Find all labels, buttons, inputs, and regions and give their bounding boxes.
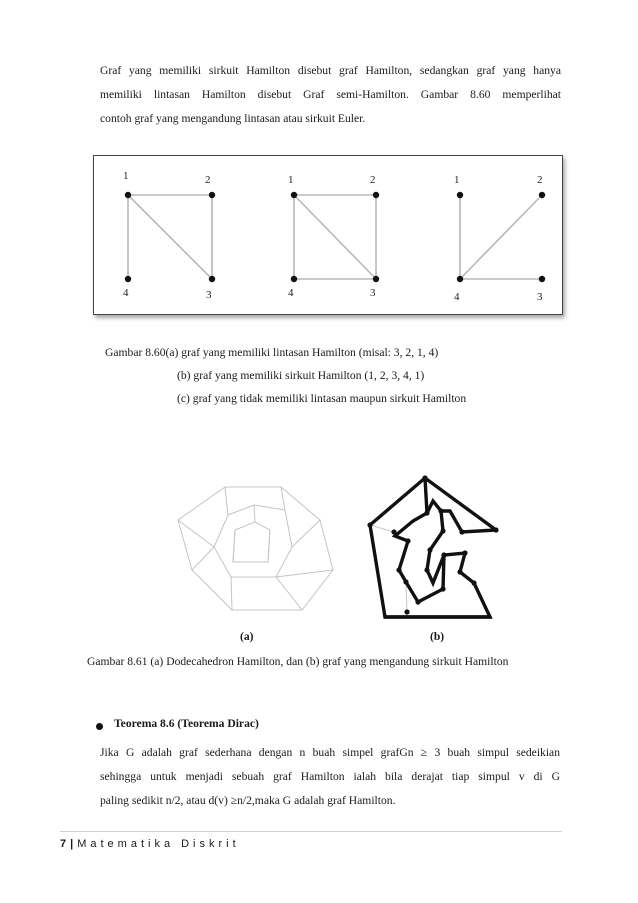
graph-a-label-4: 4 <box>123 287 129 299</box>
graph-b-node-1 <box>291 192 297 198</box>
hamilton-circuit-path-2 <box>441 511 496 532</box>
graph-a-edge-1-3 <box>128 195 212 279</box>
bullet-icon <box>96 723 103 730</box>
theorem-line-1: Jika G adalah graf sederhana dengan n buah simpel grafGn ≥ 3 buah simpul sedeikian <box>100 746 560 759</box>
graph-a-node-3 <box>209 276 215 282</box>
graph-c-node-4 <box>457 276 463 282</box>
theorem-title: Teorema 8.6 (Teorema Dirac) <box>114 717 259 730</box>
graph-a-label-1: 1 <box>123 170 129 182</box>
figure-8-61-graphs <box>160 470 510 630</box>
graph-c-edge-4-2 <box>460 195 542 279</box>
figure-8-60-caption-a: Gambar 8.60(a) graf yang memiliki lintasan Hamilton (misal: 3, 2, 1, 4) <box>105 346 439 359</box>
intro-line-3: contoh graf yang mengandung lintasan atau sirkuit Euler. <box>100 112 366 125</box>
footer-separator: | <box>70 838 74 850</box>
graph-c-label-1: 1 <box>454 174 460 186</box>
figure-8-61-label-a: (a) <box>240 630 254 643</box>
graph-a-node-2 <box>209 192 215 198</box>
graph-a-node-1 <box>125 192 131 198</box>
page-number: 7 <box>60 838 67 850</box>
hamilton-circuit-path-1 <box>370 478 496 617</box>
theorem-line-2: sehingga untuk menjadi sebuah graf Hamilton ialah bila derajat tiap simpul v di G <box>100 770 560 783</box>
graph-b-edge-1-3 <box>294 195 376 279</box>
figure-8-60-caption-c: (c) graf yang tidak memiliki lintasan maupun sirkuit Hamilton <box>177 392 467 405</box>
figure-8-60-graphs <box>94 156 562 314</box>
graph-b-node-2 <box>373 192 379 198</box>
intro-line-2: memiliki lintasan Hamilton disebut Graf semi-Hamilton. Gambar 8.60 memperlihat <box>100 88 561 101</box>
graph-b-node-3 <box>373 276 379 282</box>
graph-b-node-4 <box>291 276 297 282</box>
graph-c-label-4: 4 <box>454 291 460 303</box>
intro-line-1: Graf yang memiliki sirkuit Hamilton disebut graf Hamilton, sedangkan graf yang hanya <box>100 64 561 77</box>
graph-b-label-3: 3 <box>370 287 376 299</box>
figure-8-60 <box>93 155 563 315</box>
footer-subject: Matematika Diskrit <box>77 838 240 850</box>
graph-b-label-1: 1 <box>288 174 294 186</box>
figure-8-61-caption: Gambar 8.61 (a) Dodecahedron Hamilton, dan (b) graf yang mengandung sirkuit Hamilton <box>87 655 509 668</box>
graph-c-label-3: 3 <box>537 291 543 303</box>
dodecahedron-inner-ring <box>233 522 270 562</box>
graph-a-label-3: 3 <box>206 289 212 301</box>
hamilton-circuit-path-3 <box>425 478 427 513</box>
dodecahedron-graph <box>178 487 333 610</box>
graph-c-node-3 <box>539 276 545 282</box>
intro-paragraph <box>100 59 561 131</box>
graph-c-node-1 <box>457 192 463 198</box>
graph-c-label-2: 2 <box>537 174 543 186</box>
figure-8-61-label-b: (b) <box>430 630 445 643</box>
graph-a-node-4 <box>125 276 131 282</box>
theorem-body <box>100 741 560 813</box>
page-footer <box>60 838 240 850</box>
graph-b-label-4: 4 <box>288 287 294 299</box>
graph-c-node-2 <box>539 192 545 198</box>
figure-8-60-caption-b: (b) graf yang memiliki sirkuit Hamilton (1, 2, 3, 4, 1) <box>177 369 425 382</box>
dodecahedron-middle-ring <box>214 505 292 577</box>
graph-a-label-2: 2 <box>205 174 211 186</box>
theorem-line-3: paling sedikit n/2, atau d(v) ≥n/2,maka G adalah graf Hamilton. <box>100 794 396 807</box>
graph-b-label-2: 2 <box>370 174 376 186</box>
hamilton-circuit-graph <box>367 475 498 617</box>
footer-divider <box>60 831 562 832</box>
